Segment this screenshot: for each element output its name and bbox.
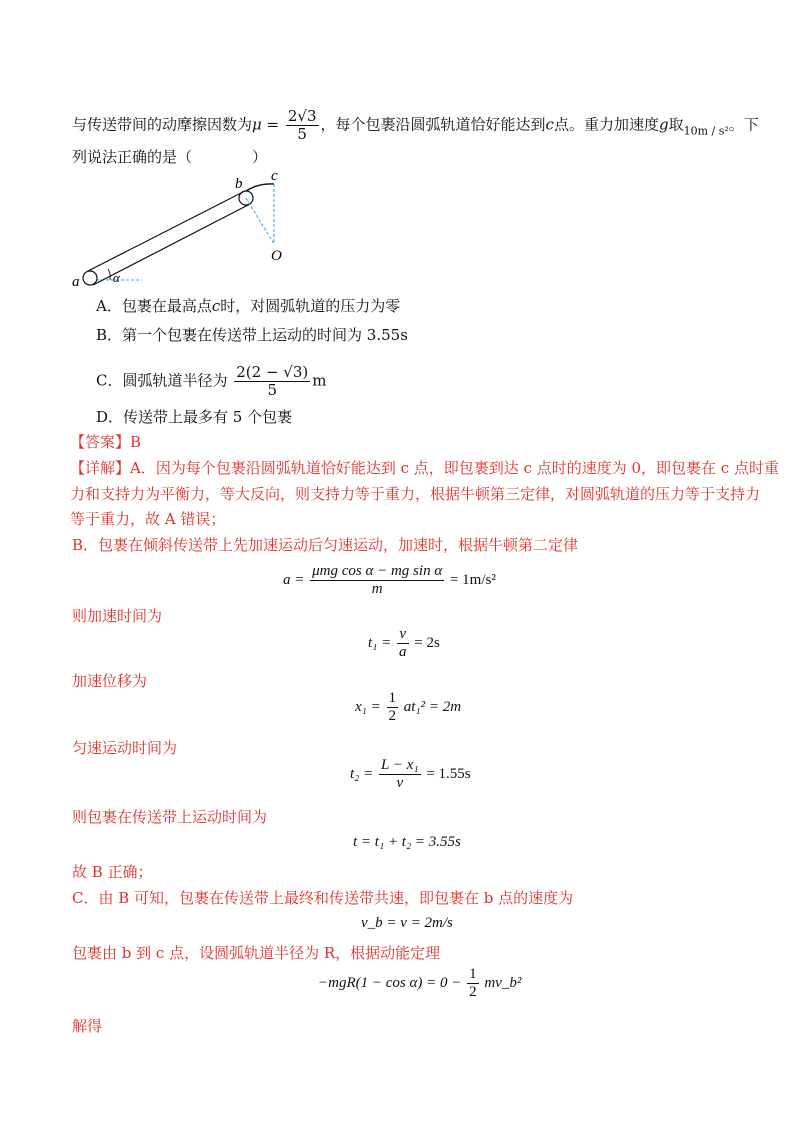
explanation-solve: 解得 (72, 1017, 103, 1035)
formula-fraction (397, 626, 409, 661)
formula-rhs: = 2s (414, 634, 440, 651)
formula-acceleration (283, 563, 496, 598)
mu-numerator: 2√3 (287, 107, 317, 125)
option-b: B．第一个包裹在传送带上运动的时间为 3.55s (96, 326, 408, 344)
belt-top-edge (88, 192, 243, 271)
formula-numerator: L − x₁ (381, 757, 419, 773)
formula-t2 (350, 757, 471, 792)
formula-total-t: t = t₁ + t₂ = 3.55s (353, 834, 461, 850)
explanation-total-time: 则包裹在传送带上运动时间为 (72, 808, 268, 826)
option-text: 时，对圆弧轨道的压力为零 (220, 297, 401, 315)
conveyor-diagram (60, 168, 310, 298)
formula-fraction (387, 690, 399, 725)
question-text: 取 (668, 115, 684, 134)
g-symbol: g (658, 115, 669, 134)
answer-label: 【答案】B (70, 433, 142, 451)
question-text: 与传送带间的动摩擦因数为 (72, 115, 253, 134)
formula-fraction (310, 563, 444, 598)
formula-denominator: a (399, 644, 407, 660)
pulley-a (83, 271, 97, 285)
explanation-b-correct: 故 B 正确； (72, 863, 153, 881)
question-text: ，每个包裹沿圆弧轨道恰好能达到 (320, 115, 546, 134)
option-d: D．传送带上最多有 5 个包裹 (96, 408, 293, 426)
radius-denominator: 5 (267, 381, 278, 399)
formula-numerator: v (397, 626, 409, 644)
mu-denominator: 5 (297, 125, 307, 143)
radius-fraction (234, 364, 310, 399)
question-text: 点。重力加速度 (553, 115, 659, 134)
explanation-accel-time: 则加速时间为 (72, 607, 163, 625)
formula-rhs: mv_b² (484, 974, 522, 991)
mu-fraction (286, 108, 319, 143)
mu-symbol: μ (252, 115, 262, 134)
g-value: 10m / s² (683, 124, 729, 138)
label-a: a (72, 274, 80, 290)
formula-denominator: 2 (388, 708, 396, 724)
formula-fraction (467, 966, 479, 1001)
unit-m: m (312, 371, 327, 390)
question-line-2: 列说法正确的是（ ） (72, 148, 268, 166)
explanation-a-line1: 【详解】A．因为每个包裹沿圆弧轨道恰好能达到 c 点，即包裹到达 c 点时的速度为 0，即包裹在 c 点时重 (70, 459, 779, 477)
point-c: c (545, 115, 554, 134)
label-O: O (271, 248, 282, 264)
formula-energy (318, 966, 521, 1001)
label-b: b (235, 176, 243, 192)
arc-track (246, 184, 274, 191)
radius-bO (246, 198, 274, 244)
formula-t1 (368, 626, 440, 661)
formula-x1 (355, 690, 461, 725)
question-line-1: 与传送带间的动摩擦因数为μ = $\frac{2√3}{5}$ ，每个包裹沿圆弧轨道恰好能达到c点。重力加速度g取$_{10m / s^2}$。下 (72, 107, 759, 143)
formula-lhs: −mgR(1 − cos α) = 0 − (318, 974, 462, 991)
explanation-accel-disp: 加速位移为 (72, 672, 148, 690)
formula-numerator: μmg cos α − mg sin α (312, 563, 443, 579)
explanation-b-intro: B．包裹在倾斜传送带上先加速运动后匀速运动，加速时，根据牛顿第二定律 (72, 536, 579, 554)
formula-lhs: a = (283, 571, 305, 588)
explanation-a-line2: 力和支持力为平衡力，等大反向，则支持力等于重力，根据牛顿第三定律，对圆弧轨道的压力等于支持力 (70, 485, 761, 503)
option-text: C．圆弧轨道半径为 (96, 371, 228, 390)
formula-rhs: at₁² = 2m (403, 698, 462, 715)
label-alpha: α (113, 270, 120, 285)
angle-arc (108, 269, 110, 280)
explanation-uniform-time: 匀速运动时间为 (72, 739, 178, 757)
formula-denominator: v (396, 775, 404, 791)
explanation-c-b-to-c: 包裹由 b 到 c 点，设圆弧轨道半径为 R，根据动能定理 (72, 944, 441, 962)
formula-fraction (379, 757, 421, 792)
radius-numerator: 2(2 − √3) (236, 363, 309, 381)
option-c (96, 364, 327, 399)
formula-numerator: 1 (388, 690, 396, 706)
formula-numerator: 1 (469, 966, 477, 982)
formula-denominator: 2 (469, 984, 477, 1000)
explanation-a-line3: 等于重力，故 A 错误； (70, 510, 226, 528)
option-a (96, 296, 400, 316)
formula-lhs: x₁ = (355, 698, 381, 715)
formula-lhs: t₁ = (368, 634, 392, 651)
question-text: 。下 (728, 115, 759, 134)
formula-lhs: t₂ = (350, 765, 374, 782)
option-text: A．包裹在最高点 (96, 297, 212, 315)
formula-denominator: m (371, 581, 383, 597)
formula-rhs: = 1m/s² (449, 571, 496, 588)
point-c: c (211, 297, 221, 315)
explanation-c-intro: C．由 B 可知，包裹在传送带上最终和传送带共速，即包裹在 b 点的速度为 (72, 889, 574, 907)
label-c: c (271, 168, 278, 184)
formula-rhs: = 1.55s (426, 765, 471, 782)
formula-vb: v_b = v = 2m/s (361, 915, 453, 931)
